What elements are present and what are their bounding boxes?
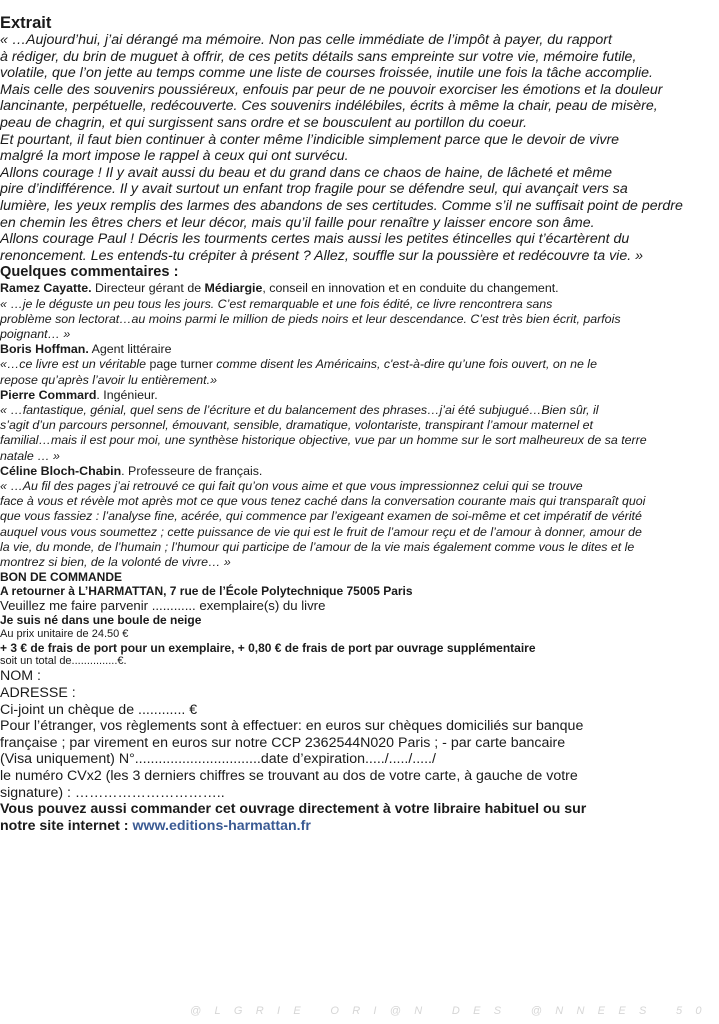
order-cheque: Ci-joint un chèque de ............ €: [0, 701, 198, 718]
quote-line: s’agit d’un parcours personnel, émouvant, sensible, dramatique, volontariste, transpirant l’amour maternel et: [0, 418, 593, 433]
extract-line: peau de chagrin, et qui surgissent sans ordre et se bousculent au portillon du coeur.: [0, 114, 528, 131]
quote-line: « …Au fil des pages j’ai retrouvé ce qui fait qu’on vous aime et que vous impressionnez celui qui se trouve: [0, 478, 583, 493]
order-foreign-payment: [0, 718, 719, 801]
comment-quote: [0, 297, 719, 343]
comment-author-name: Pierre Commard: [0, 387, 97, 402]
comment-author-line: [0, 464, 719, 479]
comment-author-line: [0, 388, 719, 403]
payment-line: le numéro CVx2 (les 3 derniers chiffres se trouvant au dos de votre carte, à gauche de votre: [0, 767, 578, 784]
extract-line: renoncement. Les entends-tu crépiter à présent ? Allez, souffle sur la poussière et redécouvre ta vie. »: [0, 247, 643, 264]
quote-fragment: repose qu’après l’avoir lu entièrement.»: [0, 372, 217, 387]
comment-author-role: Directeur gérant de: [91, 281, 205, 296]
comment-author-line: [0, 342, 719, 357]
order-form: [0, 570, 719, 834]
comment-author-name: Ramez Cayatte.: [0, 281, 92, 296]
quote-line: que vous fassiez : l’analyse fine, acérée, qui commence par l’exigeant examen de soi-même et cet impératif de vérité: [0, 509, 642, 524]
comment-author-role: Agent littéraire: [88, 342, 172, 357]
extract-line: Et pourtant, il faut bien continuer à conter même l’indicible simplement parce que le devoir de vivre: [0, 131, 620, 148]
extract-line: à rédiger, du brin de muguet à offrir, de ces petits détails sans empreinte sur votre vie, mémoire futile,: [0, 48, 637, 65]
comment-author-name: Céline Bloch-Chabin: [0, 463, 122, 478]
quote-line: montrez si bien, de la volonté de vivre… »: [0, 554, 231, 569]
extract-title: Extrait: [0, 14, 52, 32]
extract-line: lancinante, perpétuelle, redécouverte. Ces souvenirs indélébiles, écrits à même la chair, peau de misère,: [0, 98, 658, 115]
comment-author-role: . Professeure de français.: [121, 463, 263, 478]
comment-quote: [0, 403, 719, 464]
comment-author-org: Médiargie: [204, 281, 263, 296]
comment-author-role: . Ingénieur.: [96, 387, 158, 402]
quote-line: natale … »: [0, 448, 60, 463]
order-address-field: ADRESSE :: [0, 684, 76, 701]
extract-line: malgré la mort impose le rappel à ceux qui ont survécu.: [0, 148, 349, 165]
quote-line: [0, 373, 719, 388]
quote-fragment: «…ce livre est un véritable: [0, 357, 150, 372]
comment-quote: [0, 479, 719, 570]
bookseller-note: Vous pouvez aussi commander cet ouvrage directement à votre libraire habituel ou sur: [0, 801, 587, 818]
extract-line: en chemin les êtres chers et leur décor, mais qu’il faille pour renaître y laisser encore son âme.: [0, 214, 595, 231]
comment-author-line: [0, 281, 719, 296]
extract-line: Allons courage ! Il y avait aussi du beau et du grand dans ce chaos de haine, de lâcheté et même: [0, 164, 613, 181]
order-request: Veuillez me faire parvenir ............ exemplaire(s) du livre: [0, 597, 326, 613]
quote-fragment: page turner: [149, 357, 213, 372]
comment-quote: [0, 357, 719, 387]
quote-line: poignant… »: [0, 326, 71, 341]
extract-line: Allons courage Paul ! Décris les tourments certes mais aussi les petites étincelles qui t’écartèrent du: [0, 231, 630, 248]
comment-author-name: Boris Hoffman.: [0, 342, 89, 357]
order-total: soit un total de...............€.: [0, 655, 127, 668]
payment-line: signature) : …………………………..: [0, 784, 225, 801]
quote-line: familial…mais il est pour moi, une synthèse historique objective, vue par un homme sur le sort malheureux de sa terre: [0, 433, 647, 448]
extract-text: [0, 32, 719, 264]
payment-line: française ; par virement en euros sur notre CCP 2362544N020 Paris ; - par carte bancaire: [0, 734, 566, 751]
extract-line: « …Aujourd’hui, j’ai dérangé ma mémoire. Non pas celle immédiate de l’impôt à payer, du rapport: [0, 32, 612, 48]
order-return-address: A retourner à L’HARMATTAN, 7 rue de l’École Polytechnique 75005 Paris: [0, 584, 413, 599]
order-name-field: NOM :: [0, 668, 41, 685]
order-unit-price: Au prix unitaire de 24.50 €: [0, 627, 129, 640]
quote-line: « …je le déguste un peu tous les jours. C’est remarquable et une fois édité, ce livre rencontrera sans: [0, 296, 553, 311]
quote-line: « …fantastique, génial, quel sens de l’écriture et du balancement des phrases…j’ai été subjugué…Bien sûr, il: [0, 402, 599, 417]
extract-line: pire d’indifférence. Il y avait surtout un enfant trop fragile pour se défendre seul, qui avançait vers sa: [0, 181, 628, 198]
extract-line: lumière, les yeux remplis des larmes des abandons de ses certitudes. Comme s’il ne suffisait point de perdre: [0, 197, 683, 214]
quote-line: auquel vous vous soumettez ; cette puissance de vie qui est le fruit de l’amour reçu et de l’amour à donner, amour de: [0, 524, 642, 539]
bookseller-note-label: notre site internet :: [0, 817, 133, 834]
payment-line: Pour l’étranger, vos règlements sont à effectuer: en euros sur chèques domiciliés sur banque: [0, 718, 584, 735]
order-title: BON DE COMMANDE: [0, 570, 122, 585]
comment-author-role: , conseil en innovation et en conduite du changement.: [262, 281, 559, 296]
order-book-title: Je suis né dans une boule de neige: [0, 613, 202, 628]
quote-line: la vie, du monde, de l’humain ; l’humour qui participe de l’amour de la vie mais également comme vous le dites et le: [0, 539, 635, 554]
extract-line: volatile, que l’on jette au temps comme une liste de courses froissée, inutile une fois la tâche accomplie.: [0, 65, 653, 82]
extract-line: Mais celle des souvenirs poussiéreux, enfouis par peur de ne pouvoir exorciser les émotions et la douleur: [0, 81, 663, 98]
payment-line: (Visa uniquement) N°................................date d’expiration...../...../...../: [0, 751, 436, 768]
quote-line: problème son lectorat…au moins parmi le million de pieds noirs et leur descendance. C’est très bien écrit, parfois: [0, 311, 621, 326]
quote-fragment: comme disent les Américains, c'est-à-dire qu’une fois ouvert, on ne le: [212, 357, 597, 372]
quote-line: face à vous et révèle mot après mot ce que vous tenez caché dans la conversation courante mais qui transparaît quoi: [0, 494, 646, 509]
quote-line: [0, 357, 719, 372]
website-link[interactable]: www.editions-harmattan.fr: [132, 817, 311, 834]
comments-title: Quelques commentaires :: [0, 264, 179, 281]
document-page: [0, 14, 719, 834]
order-shipping: + 3 € de frais de port pour un exemplaire, + 0,80 € de frais de port par ouvrage supplémentaire: [0, 640, 536, 655]
bookseller-note: [0, 818, 719, 835]
footer-watermark: @LGRIE ORI@N DES @NNEES 50: [190, 1005, 715, 1017]
